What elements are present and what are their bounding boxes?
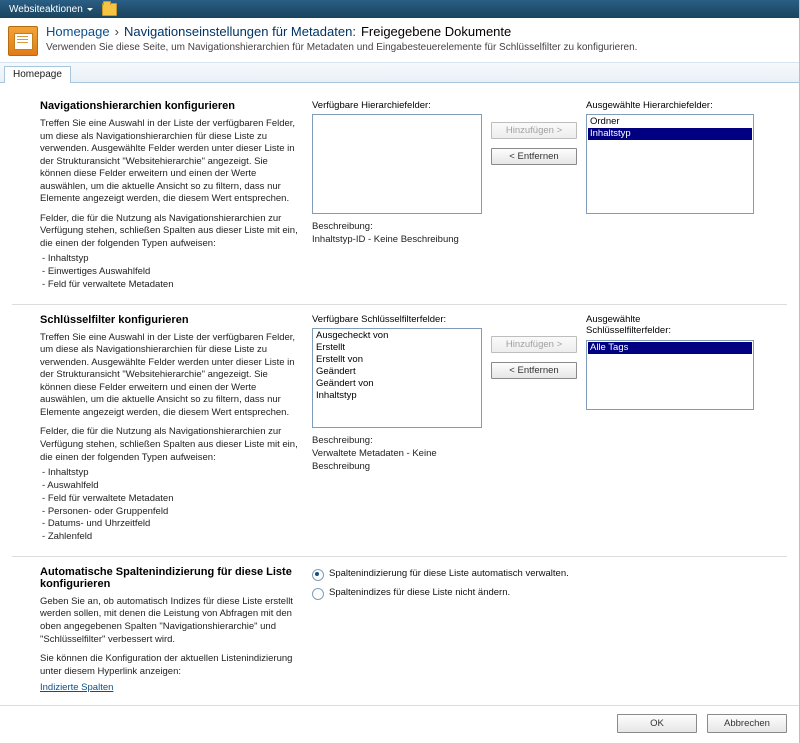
list-item: - Inhaltstyp xyxy=(42,467,298,480)
breadcrumb xyxy=(46,24,637,39)
indexed-columns-link[interactable]: Indizierte Spalten xyxy=(40,682,114,694)
keyfilters-info xyxy=(12,314,312,544)
keyfilters-available-listbox[interactable] xyxy=(312,328,482,428)
page-subtitle: Verwenden Sie diese Seite, um Navigationshierarchien für Metadaten und Eingabesteuerelemente für Schlüsselfilter zu konfigurieren. xyxy=(46,42,638,53)
page-header xyxy=(0,18,799,63)
hierarchies-available-listbox[interactable] xyxy=(312,114,482,214)
hierarchies-info xyxy=(12,100,312,292)
list-item[interactable]: Inhaltstyp xyxy=(588,128,752,140)
hierarchies-description-label: Beschreibung: xyxy=(312,221,373,233)
page-title-prefix: Navigationseinstellungen für Metadaten: xyxy=(123,24,356,39)
indexing-option-manual-row[interactable] xyxy=(312,587,569,600)
page-body xyxy=(0,83,799,743)
keyfilters-controls xyxy=(312,314,787,544)
hierarchies-controls xyxy=(312,100,787,292)
hierarchies-title: Navigationshierarchien konfigurieren xyxy=(40,100,235,112)
chevron-down-icon xyxy=(87,8,93,11)
indexing-option-auto-row[interactable] xyxy=(312,568,569,581)
indexing-options xyxy=(312,566,787,693)
keyfilters-selected-label xyxy=(586,314,754,337)
hierarchies-remove-button[interactable]: < Entfernen xyxy=(491,148,577,165)
breadcrumb-home-link[interactable]: Homepage xyxy=(46,24,110,39)
keyfilters-available-label: Verfügbare Schlüsselfilterfelder: xyxy=(312,313,447,325)
list-item[interactable]: Geändert xyxy=(316,366,356,378)
indexing-link-intro: Sie können die Konfiguration der aktuellen Listenindizierung unter diesem Hyperlink anzeigen: xyxy=(40,653,293,677)
keyfilters-add-button[interactable]: Hinzufügen > xyxy=(491,336,577,353)
hierarchies-description xyxy=(312,221,482,247)
hierarchies-description-value: Inhaltstyp-ID - Keine Beschreibung xyxy=(312,234,459,246)
keyfilters-desc-2: Felder, die für die Nutzung als Navigationshierarchien zur Verfügung stehen, schließen Spalten aus dieser Liste mit ein, die einen der folgenden Typen aufweisen: xyxy=(40,426,298,463)
list-item: - Feld für verwaltete Metadaten xyxy=(42,279,298,292)
indexing-desc: Geben Sie an, ob automatisch Indizes für diese Liste erstellt werden sollen, mit denen die Leistung von Abfragen mit den oben angegebenen Spalten "Navigationshierarchie" und "Schlüsselfilter" verbessert wird. xyxy=(40,595,293,645)
radio-auto-icon[interactable] xyxy=(312,569,324,581)
keyfilters-selected-listbox[interactable] xyxy=(586,340,754,410)
list-item: - Einwertiges Auswahlfeld xyxy=(42,266,298,279)
list-item: - Zahlenfeld xyxy=(42,531,298,544)
section-hierarchies xyxy=(12,91,787,305)
page-title-value: Freigegebene Dokumente xyxy=(360,24,512,39)
list-item: - Personen- oder Gruppenfeld xyxy=(42,506,298,519)
content-wrapper xyxy=(0,83,799,705)
cancel-button[interactable]: Abbrechen xyxy=(707,714,787,733)
list-item: - Datums- und Uhrzeitfeld xyxy=(42,518,298,531)
ok-button[interactable]: OK xyxy=(617,714,697,733)
list-item: - Feld für verwaltete Metadaten xyxy=(42,493,298,506)
tab-homepage[interactable]: Homepage xyxy=(4,66,71,83)
section-indexing xyxy=(12,557,787,705)
keyfilters-remove-button[interactable]: < Entfernen xyxy=(491,362,577,379)
indexing-info xyxy=(12,566,312,693)
hierarchies-desc-2: Felder, die für die Nutzung als Navigationshierarchien zur Verfügung stehen, schließen Spalten aus dieser Liste mit ein, die einen der folgenden Typen aufweisen: xyxy=(40,212,298,249)
hierarchies-selected-listbox[interactable] xyxy=(586,114,754,214)
hierarchies-add-button[interactable]: Hinzufügen > xyxy=(491,122,577,139)
keyfilters-selected-column xyxy=(586,314,754,544)
radio-manual-icon[interactable] xyxy=(312,588,324,600)
keyfilters-button-column xyxy=(490,314,578,544)
list-item[interactable]: Erstellt xyxy=(316,342,346,354)
list-item[interactable]: Alle Tags xyxy=(588,342,752,354)
hierarchies-available-column xyxy=(312,100,482,292)
breadcrumb-separator: › xyxy=(114,24,119,39)
indexing-title: Automatische Spaltenindizierung für diese Liste konfigurieren xyxy=(40,565,292,590)
folder-icon[interactable] xyxy=(102,3,117,16)
list-item[interactable]: Erstellt von xyxy=(316,354,363,366)
hierarchies-selected-column xyxy=(586,100,754,292)
keyfilters-type-list xyxy=(42,467,298,544)
dialog-footer xyxy=(0,705,799,743)
keyfilters-desc-1: Treffen Sie eine Auswahl in der Liste der verfügbaren Felder, um diese als Navigationshierarchien für diese Liste zu verwenden. Ausgewählte Felder werden unter dieser Liste in der Strukturansicht "Websitehierarchie" angezeigt. Sie können diese Felder erweitern und einen der Werte auswählen, um die aktuelle Ansicht so zu filtern, dass nur Elemente angezeigt werden, die diesem Wert entsprechen. xyxy=(40,331,296,418)
keyfilters-title: Schlüsselfilter konfigurieren xyxy=(40,313,189,326)
list-item[interactable]: Geändert von xyxy=(316,378,374,390)
hierarchies-type-list xyxy=(42,253,298,291)
hierarchies-button-column xyxy=(490,100,578,292)
list-item[interactable]: Ausgecheckt von xyxy=(316,330,389,342)
hierarchies-selected-label: Ausgewählte Hierarchiefelder: xyxy=(586,100,713,111)
keyfilters-description xyxy=(312,435,482,473)
keyfilters-description-label: Beschreibung: xyxy=(312,435,373,447)
keyfilters-selected-label-line2: Schlüsselfilterfelder: xyxy=(586,325,672,337)
list-item[interactable]: Inhaltstyp xyxy=(316,390,357,402)
site-actions-menu[interactable] xyxy=(4,3,98,16)
site-logo-icon xyxy=(8,26,38,56)
tab-strip xyxy=(0,63,799,83)
indexing-option-manual-label: Spaltenindizes für diese Liste nicht ändern. xyxy=(329,586,511,598)
section-keyfilters xyxy=(12,305,787,557)
keyfilters-selected-label-line1: Ausgewählte xyxy=(586,313,641,325)
keyfilters-available-column xyxy=(312,314,482,544)
site-actions-label: Websiteaktionen xyxy=(9,3,83,15)
indexing-option-auto-label: Spaltenindizierung für diese Liste automatisch verwalten. xyxy=(329,567,569,579)
ribbon-bar xyxy=(0,0,799,18)
hierarchies-desc-1: Treffen Sie eine Auswahl in der Liste der verfügbaren Felder, um diese als Navigationshierarchien für diese Liste zu verwenden. Ausgewählte Felder werden unter dieser Liste in der Strukturansicht "Websitehierarchie" angezeigt. Sie können diese Felder erweitern und einen der Werte auswählen, um die aktuelle Ansicht so zu filtern, dass nur Elemente angezeigt werden, die diesem Wert entsprechen. xyxy=(40,118,296,205)
keyfilters-description-value: Verwaltete Metadaten - Keine Beschreibung xyxy=(312,447,437,472)
list-item[interactable]: Ordner xyxy=(590,116,620,128)
hierarchies-available-label: Verfügbare Hierarchiefelder: xyxy=(312,100,431,111)
list-item: - Auswahlfeld xyxy=(42,480,298,493)
list-item: - Inhaltstyp xyxy=(42,253,298,266)
